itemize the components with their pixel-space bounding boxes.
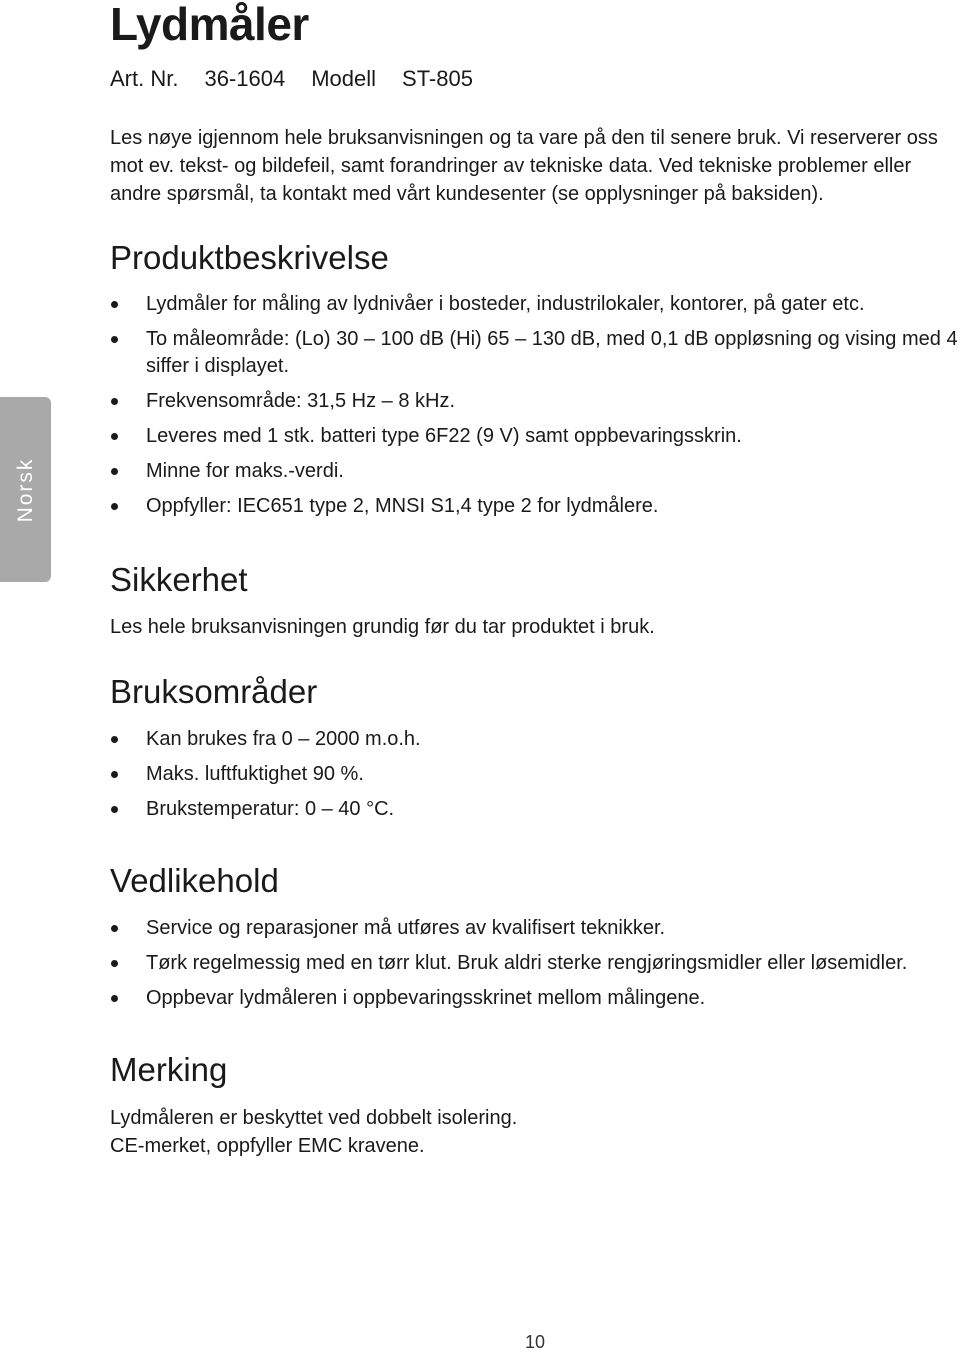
language-label: Norsk <box>13 457 37 522</box>
merking-line-2: CE-merket, oppfyller EMC kravene. <box>110 1135 425 1157</box>
bruk-list <box>110 726 960 831</box>
page-number: 10 <box>524 1332 546 1352</box>
list-item: Kan brukes fra 0 – 2000 m.o.h. <box>110 726 960 753</box>
article-number-label: Art. Nr. <box>110 66 179 91</box>
page-title: Lydmåler <box>110 0 309 50</box>
section-heading-vedlikehold: Vedlikehold <box>110 862 279 899</box>
list-item: Oppbevar lydmåleren i oppbevaringsskrinet mellom målingene. <box>110 985 960 1012</box>
section-heading-bruksomrader: Bruksområder <box>110 673 318 710</box>
list-item: Service og reparasjoner må utføres av kvalifisert teknikker. <box>110 915 960 942</box>
language-side-tab <box>0 397 51 582</box>
list-item: Tørk regelmessig med en tørr klut. Bruk aldri sterke rengjøringsmidler eller løsemidler. <box>110 950 960 977</box>
produkt-list <box>110 291 960 528</box>
intro-paragraph: Les nøye igjennom hele bruksanvisningen og ta vare på den til senere bruk. Vi reserverer oss mot ev. tekst- og bildefeil, samt forandringer av tekniske data. Ved tekniske problemer eller andre spørsmål, ta kontakt med vårt kundesenter (se opplysninger på baksiden). <box>110 127 938 205</box>
merking-line-1: Lydmåleren er beskyttet ved dobbelt isolering. <box>110 1107 518 1129</box>
list-item: Brukstemperatur: 0 – 40 °C. <box>110 796 960 823</box>
section-heading-produktbeskrivelse: Produktbeskrivelse <box>110 239 389 276</box>
list-item: Maks. luftfuktighet 90 %. <box>110 761 960 788</box>
list-item: Frekvensområde: 31,5 Hz – 8 kHz. <box>110 388 960 415</box>
sikkerhet-text: Les hele bruksanvisningen grundig før du tar produktet i bruk. <box>110 616 655 638</box>
model-number: ST-805 <box>402 66 473 91</box>
list-item: Leveres med 1 stk. batteri type 6F22 (9 V) samt oppbevaringsskrin. <box>110 423 960 450</box>
vedlikehold-list <box>110 915 960 1020</box>
list-item: Minne for maks.-verdi. <box>110 458 960 485</box>
article-info <box>110 64 499 94</box>
list-item: Oppfyller: IEC651 type 2, MNSI S1,4 type 2 for lydmålere. <box>110 493 960 520</box>
model-label: Modell <box>311 66 377 91</box>
section-heading-merking: Merking <box>110 1051 228 1088</box>
section-heading-sikkerhet: Sikkerhet <box>110 561 248 598</box>
list-item: To måleområde: (Lo) 30 – 100 dB (Hi) 65 – 130 dB, med 0,1 dB oppløsning og vising med 4 siffer i displayet. <box>110 326 960 380</box>
article-number: 36-1604 <box>204 66 286 91</box>
list-item: Lydmåler for måling av lydnivåer i bosteder, industrilokaler, kontorer, på gater etc. <box>110 291 960 318</box>
